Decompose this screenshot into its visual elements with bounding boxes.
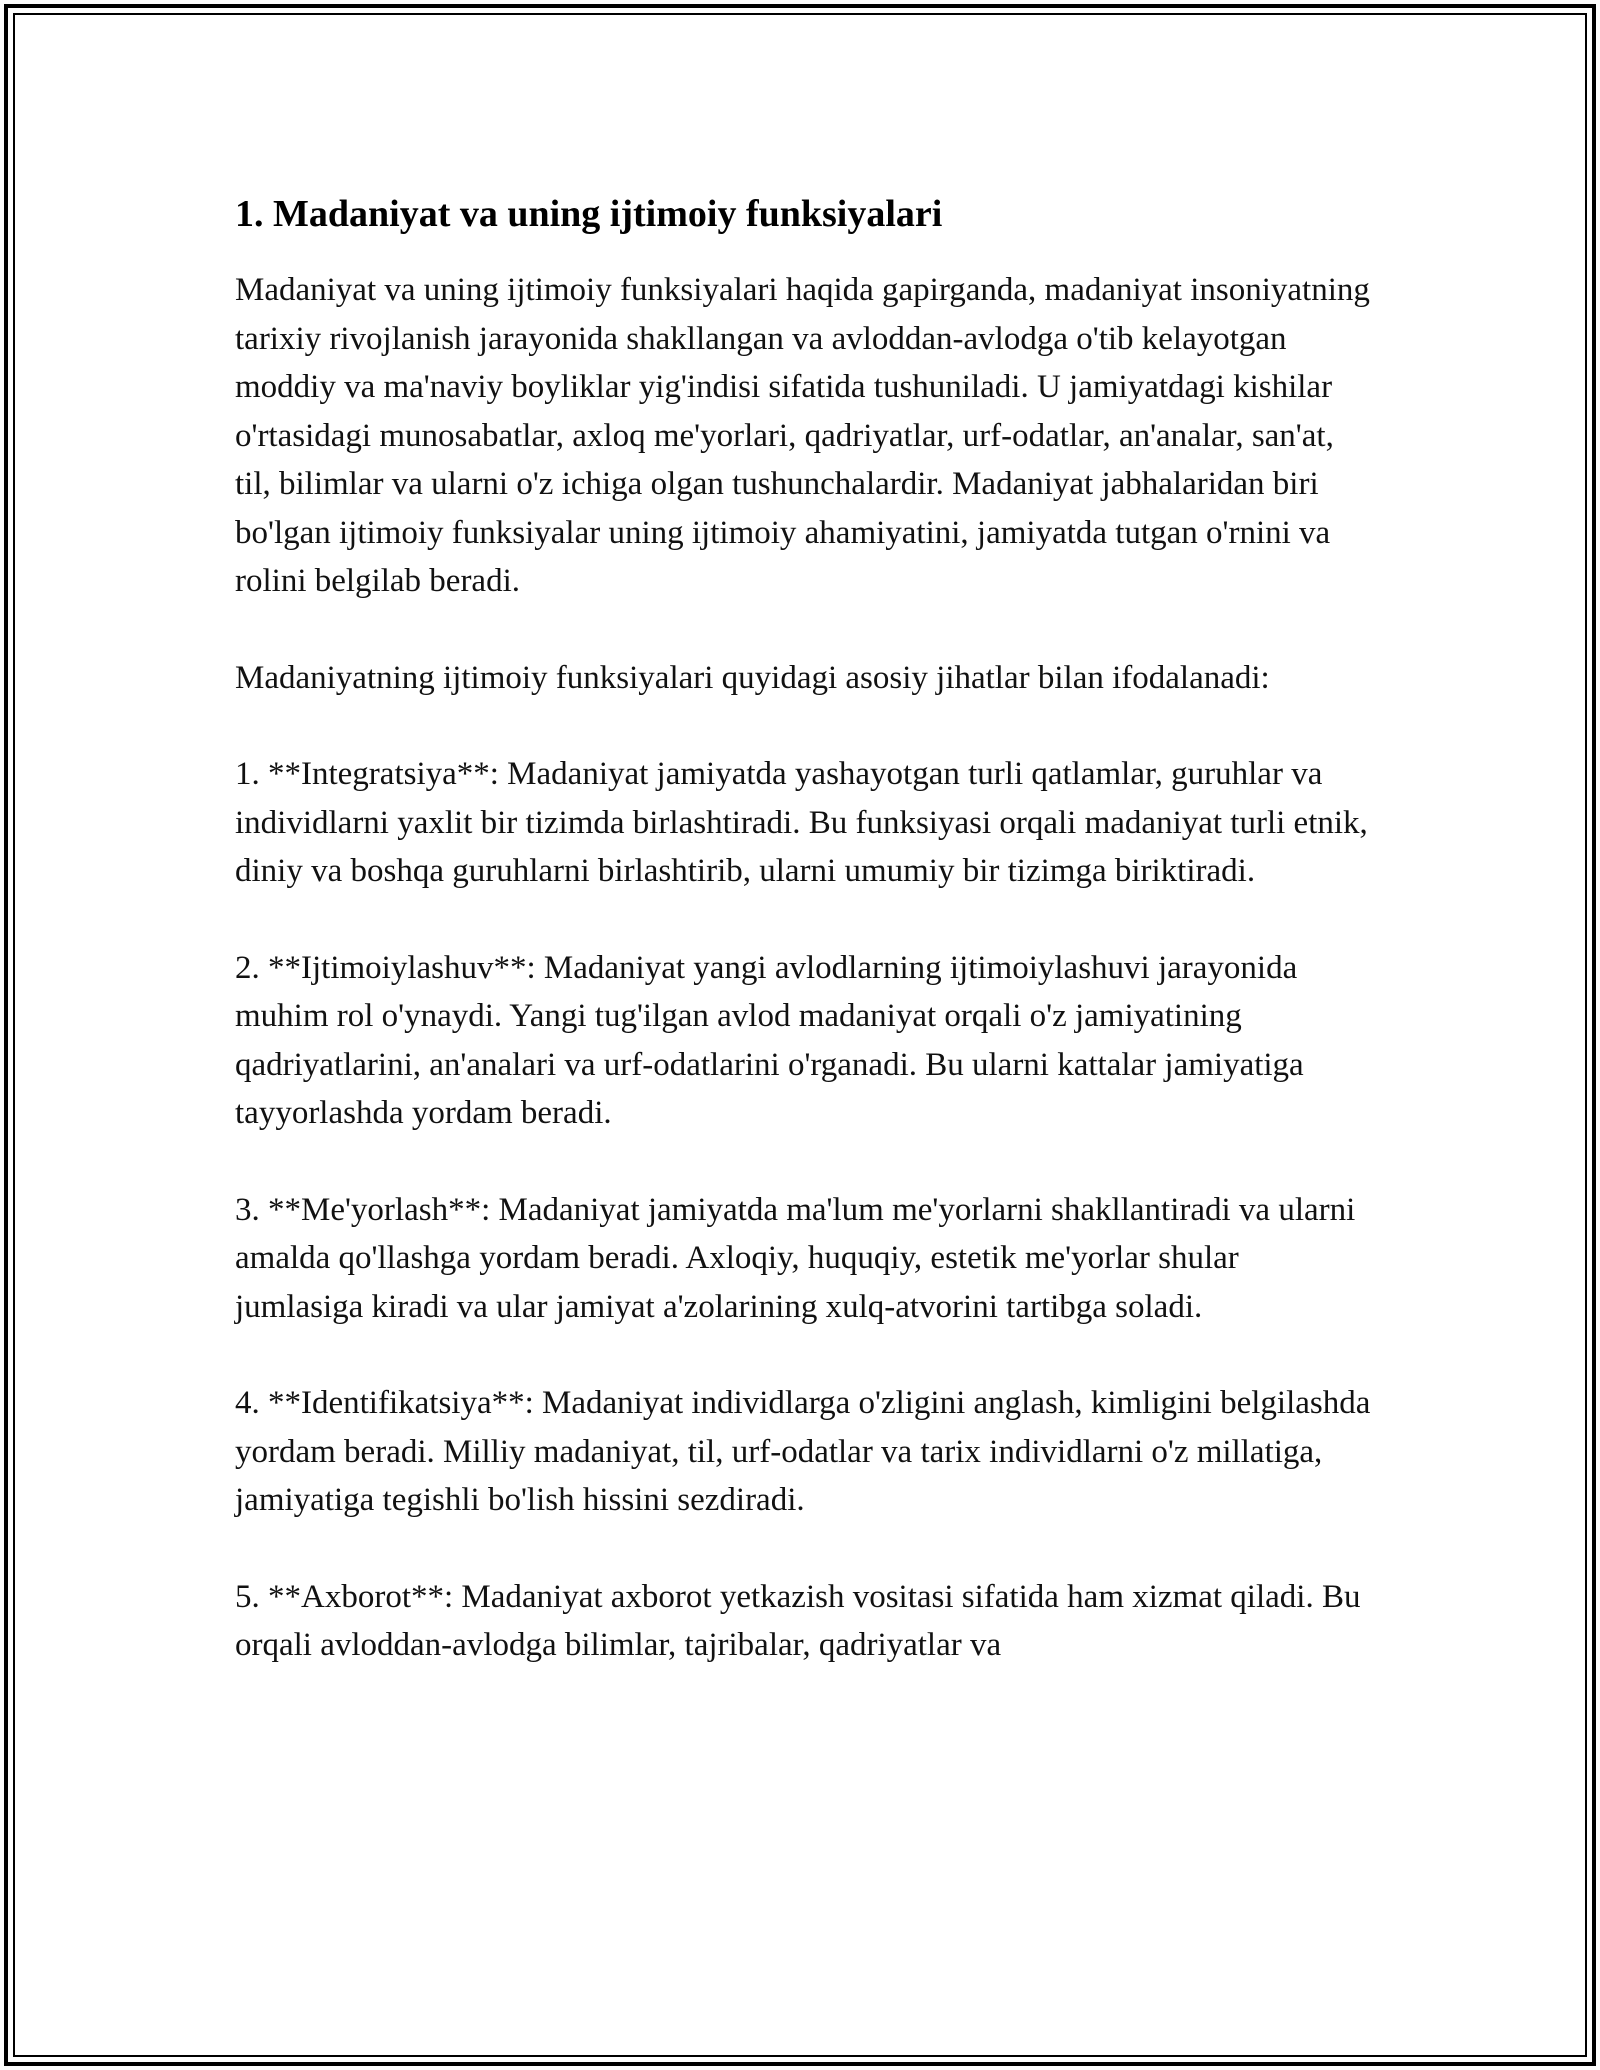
page-title: 1. Madaniyat va uning ijtimoiy funksiyalari xyxy=(235,193,943,235)
functions-lead-paragraph: Madaniyatning ijtimoiy funksiyalari quyidagi asosiy jihatlar bilan ifodalanadi: xyxy=(235,659,1270,696)
function-item-axborot: 5. **Axborot**: Madaniyat axborot yetkazish vositasi sifatida ham xizmat qiladi. Bu orqali avloddan-avlodga bilimlar, tajribalar, qadriyatlar va xyxy=(235,1578,1361,1663)
function-item-ijtimoiylashuv: 2. **Ijtimoiylashuv**: Madaniyat yangi avlodlarning ijtimoiylashuvi jarayonida muhim rol o'ynaydi. Yangi tug'ilgan avlod madaniyat orqali o'z jamiyatining qadriyatlarini, an'analari va urf-odatlarini o'rganadi. Bu ularni kattalar jamiyatiga tayyorlashda yordam beradi. xyxy=(235,949,1304,1131)
document-body xyxy=(235,186,1375,1718)
function-item-identifikatsiya: 4. **Identifikatsiya**: Madaniyat individlarga o'zligini anglash, kimligini belgilashda yordam beradi. Milliy madaniyat, til, urf-odatlar va tarix individlarni o'z millatiga, jamiyatiga tegishli bo'lish hissini sezdiradi. xyxy=(235,1385,1371,1518)
function-item-meyorlash: 3. **Me'yorlash**: Madaniyat jamiyatda ma'lum me'yorlarni shakllantiradi va ularni amalda qo'llashga yordam beradi. Axloqiy, huquqiy, estetik me'yorlar shular jumlasiga kiradi va ular jamiyat a'zolarining xulq-atvorini tartibga soladi. xyxy=(235,1191,1356,1325)
intro-paragraph: Madaniyat va uning ijtimoiy funksiyalari haqida gapirganda, madaniyat insoniyatning tarixiy rivojlanish jarayonida shakllangan va avloddan-avlodga o'tib kelayotgan moddiy va ma'naviy boyliklar yig'indisi sifatida tushuniladi. U jamiyatdagi kishilar o'rtasidagi munosabatlar, axloq me'yorlari, qadriyatlar, urf-odatlar, an'analar, san'at, til, bilimlar va ularni o'z ichiga olgan tushunchalardir. Madaniyat jabhalaridan biri bo'lgan ijtimoiy funksiyalar uning ijtimoiy ahamiyatini, jamiyatda tutgan o'rnini va rolini belgilab beradi. xyxy=(235,272,1370,599)
function-item-integratsiya: 1. **Integratsiya**: Madaniyat jamiyatda yashayotgan turli qatlamlar, guruhlar va individlarni yaxlit bir tizimda birlashtiradi. Bu funksiyasi orqali madaniyat turli etnik, diniy va boshqa guruhlarni birlashtirib, ularni umumiy bir tizimga biriktiradi. xyxy=(235,756,1368,889)
